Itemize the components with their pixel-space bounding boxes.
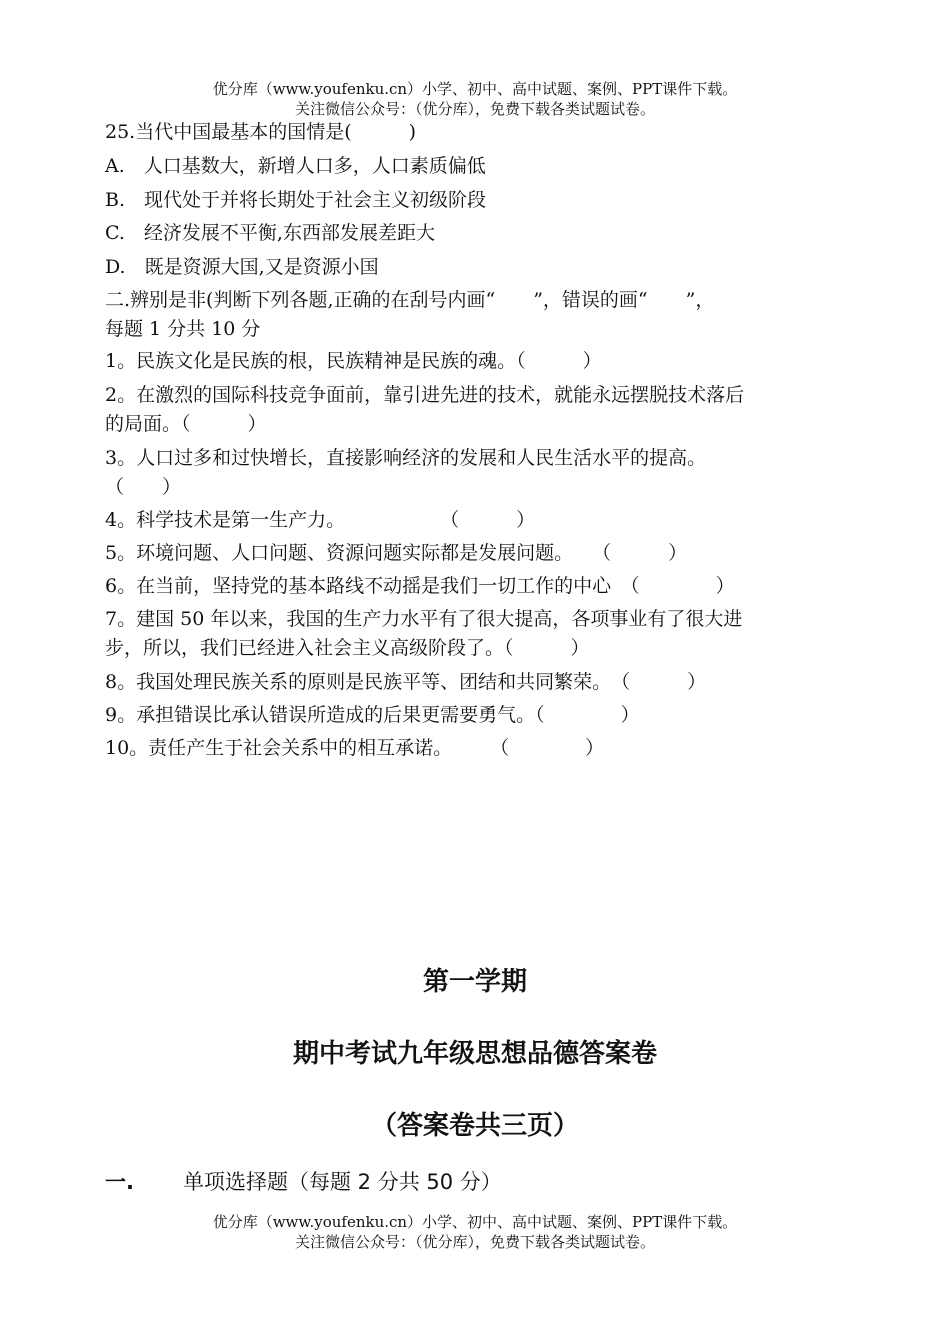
judgment-item-2-cont: 的局面。（ ） <box>105 413 267 435</box>
answer-section-1-label: 单项选择题（每题 2 分共 50 分） <box>183 1170 502 1194</box>
section-2-heading-cont: 每题 1 分共 10 分 <box>105 318 261 340</box>
answer-section-1-heading <box>105 1168 502 1196</box>
judgment-item-9: 9。承担错误比承认错误所造成的后果更需要勇气。（ ） <box>105 704 640 726</box>
judgment-item-3-cont: （ ） <box>105 476 182 498</box>
answer-sheet-title-term: 第一学期 <box>422 967 527 997</box>
answer-section-1-number: 一. <box>105 1170 134 1194</box>
question-25-option-c: C. 经济发展不平衡,东西部发展差距大 <box>105 222 435 244</box>
question-25-option-d: D. 既是资源大国,又是资源小国 <box>105 256 379 278</box>
judgment-item-5: 5。环境问题、人口问题、资源问题实际都是发展问题。 （ ） <box>105 542 688 564</box>
question-25-option-b: B. 现代处于并将长期处于社会主义初级阶段 <box>105 189 487 211</box>
header-line-2: 关注微信公众号：（优分库），免费下载各类试题试卷。 <box>294 100 655 118</box>
answer-sheet-title-pages: （答案卷共三页） <box>370 1111 579 1141</box>
header-line-1: 优分库（www.youfenku.cn）小学、初中、高中试题、案例、PPT课件下载。 <box>212 80 738 98</box>
judgment-item-7: 7。建国 50 年以来，我国的生产力水平有了很大提高，各项事业有了很大进 <box>105 608 743 630</box>
judgment-item-1: 1。民族文化是民族的根，民族精神是民族的魂。（ ） <box>105 350 602 372</box>
question-25-stem: 25.当代中国最基本的国情是( ) <box>105 121 417 143</box>
judgment-item-4: 4。科学技术是第一生产力。 （ ） <box>105 509 536 531</box>
judgment-item-10: 10。责任产生于社会关系中的相互承诺。 （ ） <box>105 737 605 759</box>
judgment-item-8: 8。我国处理民族关系的原则是民族平等、团结和共同繁荣。 （ ） <box>105 671 707 693</box>
answer-sheet-title-main: 期中考试九年级思想品德答案卷 <box>292 1039 657 1069</box>
judgment-item-6: 6。在当前，坚持党的基本路线不动摇是我们一切工作的中心 （ ） <box>105 575 735 597</box>
question-25-option-a: A. 人口基数大，新增人口多，人口素质偏低 <box>105 155 486 177</box>
judgment-item-2: 2。在激烈的国际科技竞争面前，靠引进先进的技术，就能永远摆脱技术落后 <box>105 384 745 406</box>
judgment-item-3: 3。人口过多和过快增长，直接影响经济的发展和人民生活水平的提高。 <box>105 447 707 469</box>
footer-line-2: 关注微信公众号：（优分库），免费下载各类试题试卷。 <box>294 1233 655 1251</box>
judgment-item-7-cont: 步，所以，我们已经进入社会主义高级阶段了。（ ） <box>105 637 590 659</box>
section-2-heading: 二.辨别是非(判断下列各题,正确的在刮号内画“ ”，错误的画“ ”， <box>105 289 715 311</box>
footer-line-1: 优分库（www.youfenku.cn）小学、初中、高中试题、案例、PPT课件下载。 <box>212 1213 738 1231</box>
